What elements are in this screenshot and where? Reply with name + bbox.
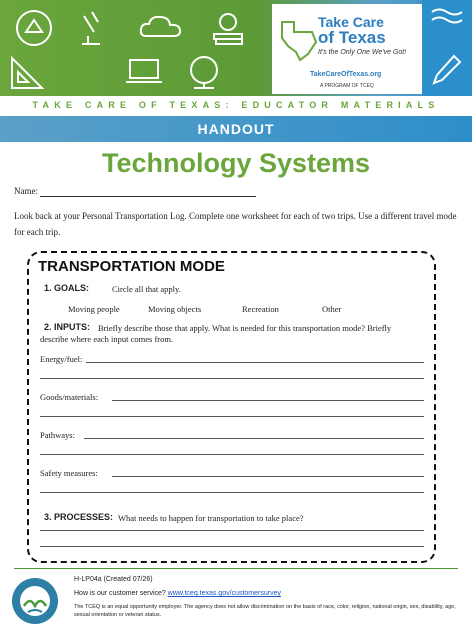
worksheet-heading: TRANSPORTATION MODE — [38, 258, 225, 275]
globe-icon — [186, 52, 222, 92]
logo-program: A PROGRAM OF TCEQ — [320, 83, 374, 89]
cloud-icon — [138, 12, 184, 42]
goods-materials-line-1[interactable] — [112, 400, 424, 401]
tceq-seal-icon — [10, 576, 60, 626]
goods-materials-line-2[interactable] — [40, 416, 424, 417]
logo-title: Take Care — [318, 14, 384, 30]
texas-map-icon — [278, 18, 318, 62]
logo-tagline: It's the Only One We've Got! — [318, 49, 407, 56]
goals-prompt: Circle all that apply. — [112, 284, 181, 294]
inputs-prompt-cont: describe where each input comes from. — [40, 334, 174, 344]
customer-service — [74, 590, 281, 597]
safety-measures-label: Safety measures: — [40, 468, 98, 478]
goals-label: 1. GOALS: — [44, 283, 90, 293]
energy-fuel-line-1[interactable] — [86, 362, 424, 363]
processes-label: 3. PROCESSES: — [44, 512, 114, 522]
customer-service-text: How is our customer service? — [74, 590, 166, 597]
page-title: Technology Systems — [101, 148, 371, 178]
name-field[interactable] — [40, 196, 256, 197]
document-id: H-LP04a (Created 07/26) — [74, 576, 153, 583]
name-label: Name: — [14, 186, 38, 196]
processes-prompt: What needs to happen for transportation to take place? — [118, 513, 304, 523]
energy-fuel-label: Energy/fuel: — [40, 354, 83, 364]
inputs-prompt: Briefly describe those that apply. What is needed for this transportation mode? Briefly — [98, 323, 392, 333]
microscope-icon — [74, 8, 104, 48]
goal-option[interactable]: Recreation — [242, 304, 279, 314]
apple-books-icon — [208, 8, 248, 48]
pathways-line-1[interactable] — [84, 438, 424, 439]
laptop-icon — [124, 56, 164, 88]
goal-option[interactable]: Moving people — [68, 304, 120, 314]
safety-measures-line-2[interactable] — [40, 492, 424, 493]
footer-divider — [14, 568, 458, 569]
instructions: Look back at your Personal Transportation Log. Complete one worksheet for each of two trips. Use a different travel mode for each trip. — [14, 211, 457, 237]
goal-option[interactable]: Other — [322, 304, 342, 314]
pencil-icon — [432, 52, 462, 86]
goal-option[interactable]: Moving objects — [148, 304, 202, 314]
recycle-icon — [14, 8, 54, 48]
eeo-statement: The TCEQ is an equal opportunity employer. The agency does not allow discrimination on the basis of race, color, religion, national origin, sex, disability, age, sexual orientation or veteran status. — [74, 604, 456, 618]
safety-measures-line-1[interactable] — [112, 476, 424, 477]
processes-line-1[interactable] — [40, 530, 424, 531]
processes-line-2[interactable] — [40, 546, 424, 547]
customer-survey-link[interactable]: www.tceq.texas.gov/customersurvey — [167, 590, 281, 597]
right-strip — [422, 0, 472, 96]
banner-subtitle: TAKE CARE OF TEXAS: EDUCATOR MATERIALS — [32, 100, 440, 110]
section-label: HANDOUT — [197, 121, 275, 137]
logo-url: TakeCareOfTexas.org — [310, 71, 382, 78]
pathways-line-2[interactable] — [40, 454, 424, 455]
energy-fuel-line-2[interactable] — [40, 378, 424, 379]
logo-title-texas: of Texas — [318, 28, 386, 47]
waves-icon — [430, 6, 464, 28]
pathways-label: Pathways: — [40, 430, 75, 440]
inputs-label: 2. INPUTS: — [44, 322, 91, 332]
goods-materials-label: Goods/materials: — [40, 392, 99, 402]
triangle-ruler-icon — [8, 54, 48, 92]
